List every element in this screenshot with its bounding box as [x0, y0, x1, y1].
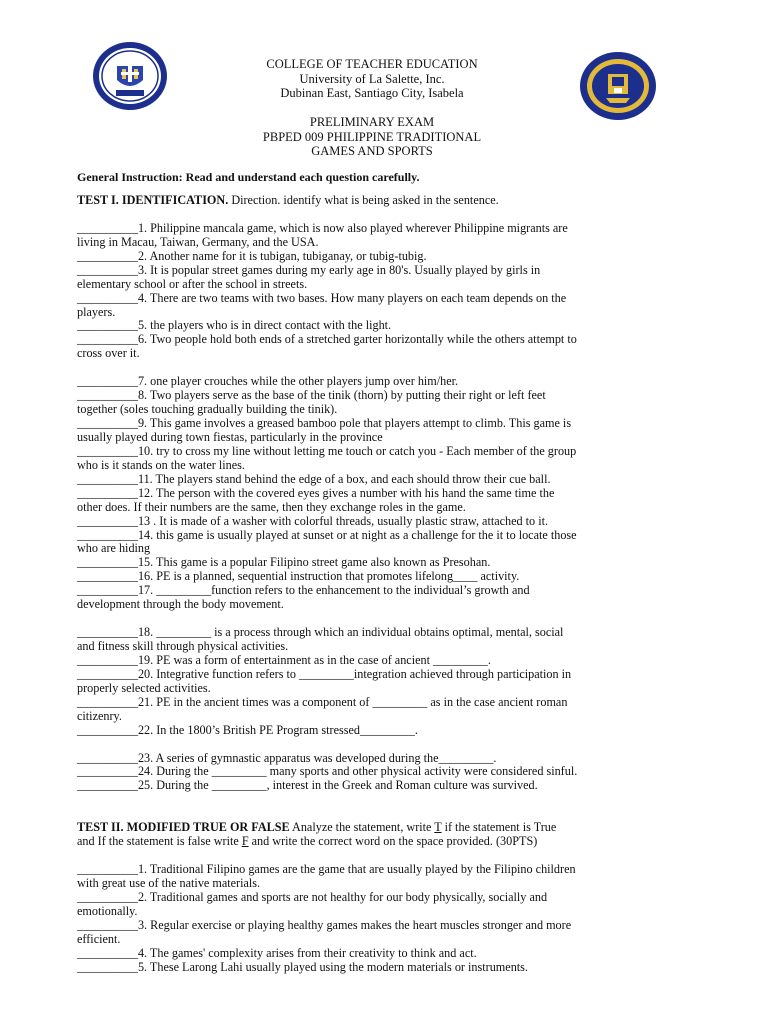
test-2-intro-a: Analyze the statement, write	[289, 820, 435, 835]
university-address: Dubinan East, Santiago City, Isabela	[280, 86, 464, 100]
question-line: __________23. A series of gymnastic apparatus was developed during the_________.	[77, 750, 497, 765]
question-line: __________21. PE in the ancient times was a component of _________ as in the case ancient roman	[77, 694, 568, 709]
question-line	[77, 738, 692, 752]
question-line: __________6. Two people hold both ends of a stretched garter horizontally while the others attempt to	[77, 332, 577, 347]
test-2-intro-b: if the statement is True	[441, 820, 557, 835]
question-line: __________17. _________function refers to the enhancement to the individual’s growth and	[77, 583, 530, 598]
course-title-line-1: PBPED 009 PHILIPPINE TRADITIONAL	[262, 129, 482, 144]
question-line: __________24. During the _________ many sports and other physical activity were considered sinful.	[77, 764, 578, 779]
false-marker: F	[241, 834, 249, 849]
question-line: development through the body movement.	[77, 597, 284, 612]
question-line: __________16. PE is a planned, sequential instruction that promotes lifelong____ activity.	[77, 569, 520, 584]
test-1-heading-line	[77, 194, 692, 208]
question-line: citizenry.	[77, 708, 122, 723]
spacer	[77, 208, 692, 222]
test-2-heading: TEST II. MODIFIED TRUE OR FALSE	[77, 820, 290, 835]
spacer	[77, 807, 692, 821]
school-header	[0, 57, 744, 101]
statement-line: __________4. The games' complexity arises from their creativity to think and act.	[77, 945, 477, 960]
question-line: cross over it.	[77, 346, 140, 361]
statement-line: efficient.	[77, 931, 121, 946]
question-line: __________25. During the _________, interest in the Greek and Roman culture was survived.	[77, 778, 538, 793]
test-1-heading: TEST I. IDENTIFICATION.	[77, 193, 229, 207]
statement-line: __________3. Regular exercise or playing healthy games makes the heart muscles stronger and more	[77, 917, 572, 932]
question-line: properly selected activities.	[77, 680, 211, 695]
question-line: other does. If their numbers are the same, then they exchange roles in the game.	[77, 499, 466, 514]
question-line: __________4. There are two teams with two bases. How many players on each team depends on the	[77, 290, 567, 305]
exam-title-block	[0, 115, 744, 159]
test-1-items	[77, 222, 692, 793]
question-line: who are hiding	[77, 541, 151, 556]
question-line: __________11. The players stand behind the edge of a box, and each should throw their cue ball.	[77, 471, 551, 486]
university-name: University of La Salette, Inc.	[299, 71, 445, 86]
statement-line: with great use of the native materials.	[77, 875, 261, 890]
question-line: __________20. Integrative function refers to _________integration achieved through participation in	[77, 666, 572, 681]
true-marker: T	[434, 820, 442, 835]
test-2-items	[77, 863, 692, 975]
question-line: __________5. the players who is in direct contact with the light.	[77, 318, 392, 333]
question-line: __________13 . It is made of a washer with colorful threads, usually plastic straw, attached to it.	[77, 513, 549, 528]
question-line: __________9. This game involves a greased bamboo pole that players attempt to climb. This game is	[77, 416, 572, 430]
question-line: together (soles touching gradually building the tinik).	[77, 402, 338, 417]
spacer	[77, 793, 692, 807]
statement-line: __________2. Traditional games and sports are not healthy for our body physically, socially and	[77, 889, 548, 904]
general-instruction: General Instruction: Read and understand each question carefully.	[77, 170, 420, 184]
statement-line: __________1. Traditional Filipino games are the game that are usually played by the Filipino children	[77, 862, 576, 876]
course-title-line-2: GAMES AND SPORTS	[311, 144, 433, 158]
question-line: __________12. The person with the covered eyes gives a number with his hand the same time the	[77, 485, 555, 500]
question-line	[77, 361, 692, 375]
question-line: __________18. _________ is a process through which an individual obtains optimal, mental, social	[77, 625, 564, 640]
test-2-intro2-a: and If the statement is false write	[77, 834, 242, 849]
question-line: __________14. this game is usually played at sunset or at night as a challenge for the it to locate those	[77, 527, 577, 542]
question-line: __________2. Another name for it is tubigan, tubiganay, or tubig-tubig.	[77, 248, 427, 263]
statement-line: __________5. These Larong Lahi usually played using the modern materials or instruments.	[77, 959, 528, 974]
test-2-intro2-b: and write the correct word on the space provided. (30PTS)	[248, 834, 538, 849]
question-line: __________10. try to cross my line without letting me touch or catch you - Each member of the group	[77, 443, 577, 458]
test-1-direction: Direction. identify what is being asked in the sentence.	[228, 193, 499, 207]
question-line: players.	[77, 304, 116, 319]
test-2-heading-line	[77, 821, 692, 835]
question-line: __________15. This game is a popular Filipino street game also known as Presohan.	[77, 555, 491, 570]
question-line: living in Macau, Taiwan, Germany, and the USA.	[77, 234, 319, 249]
question-line: __________19. PE was a form of entertainment as in the case of ancient _________.	[77, 652, 491, 667]
question-line: usually played during town fiestas, particularly in the province	[77, 429, 383, 444]
question-line: __________7. one player crouches while the other players jump over him/her.	[77, 374, 459, 389]
college-name: COLLEGE OF TEACHER EDUCATION	[266, 57, 478, 71]
question-line: who is it stands on the water lines.	[77, 457, 245, 472]
question-line: __________22. In the 1800’s British PE Program stressed_________.	[77, 722, 418, 737]
statement-line: emotionally.	[77, 903, 138, 918]
exam-content	[77, 194, 692, 975]
exam-type: PRELIMINARY EXAM	[309, 115, 435, 129]
question-line: __________8. Two players serve as the base of the tinik (thorn) by putting their right or left feet	[77, 388, 546, 403]
spacer	[77, 849, 692, 863]
test-2-intro-line-2	[77, 835, 692, 849]
question-line: elementary school or after the school in streets.	[77, 276, 308, 291]
question-line	[77, 612, 692, 626]
question-line: __________1. Philippine mancala game, which is now also played wherever Philippine migrants are	[77, 220, 568, 235]
question-line: and fitness skill through physical activities.	[77, 639, 289, 653]
question-line: __________3. It is popular street games during my early age in 80's. Usually played by girls in	[77, 262, 541, 277]
